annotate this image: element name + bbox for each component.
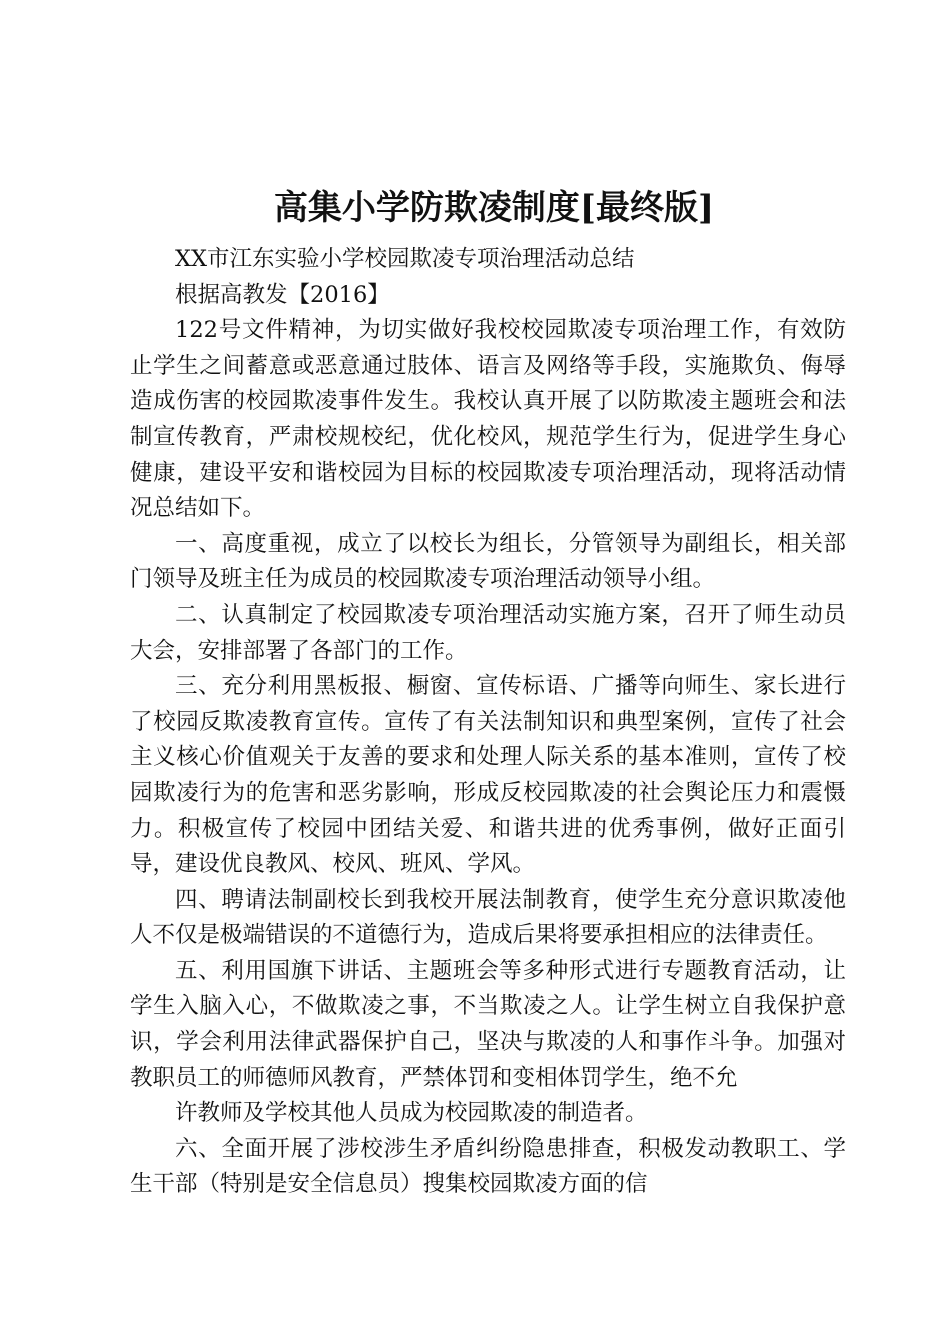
document-paragraph: 三、充分利用黑板报、橱窗、宣传标语、广播等向师生、家长进行了校园反欺凌教育宣传。宣传了有关法制知识和典型案例，宣传了社会主义核心价值观关于友善的要求和处理人际关系的基本准则，宣传了校园欺凌行为的危害和恶劣影响，形成反校园欺凌的社会舆论压力和震慑力。积极宣传了校园中团结关爱、和谐共进的优秀事例，做好正面引导，建设优良教风、校风、班风、学风。: [130, 673, 846, 878]
document-paragraph: 根据高教发【2016】: [175, 281, 390, 308]
document-paragraph: 五、利用国旗下讲话、主题班会等多种形式进行专题教育活动，让学生入脑入心，不做欺凌之事，不当欺凌之人。让学生树立自我保护意识，学会利用法律武器保护自己，坚决与欺凌的人和事作斗争。加强对教职员工的师德师风教育，严禁体罚和变相体罚学生，绝不允: [130, 957, 846, 1091]
document-paragraph: 二、认真制定了校园欺凌专项治理活动实施方案，召开了师生动员大会，安排部署了各部门的工作。: [130, 601, 846, 664]
document-page: [130, 180, 846, 1203]
document-title: 高集小学防欺凌制度[最终版]: [273, 188, 715, 228]
document-paragraph: 一、高度重视，成立了以校长为组长，分管领导为副组长，相关部门领导及班主任为成员的校园欺凌专项治理活动领导小组。: [130, 530, 846, 593]
document-subtitle: XX市江东实验小学校园欺凌专项治理活动总结: [175, 246, 635, 272]
document-paragraph: 许教师及学校其他人员成为校园欺凌的制造者。: [175, 1100, 648, 1127]
document-paragraph: 六、全面开展了涉校涉生矛盾纠纷隐患排查，积极发动教职工、学生干部（特别是安全信息员）搜集校园欺凌方面的信: [130, 1135, 846, 1198]
document-paragraph: 四、聘请法制副校长到我校开展法制教育，使学生充分意识欺凌他人不仅是极端错误的不道德行为，造成后果将要承担相应的法律责任。: [130, 886, 846, 949]
document-paragraph: 122号文件精神，为切实做好我校校园欺凌专项治理工作，有效防止学生之间蓄意或恶意通过肢体、语言及网络等手段，实施欺负、侮辱造成伤害的校园欺凌事件发生。我校认真开展了以防欺凌主题班会和法制宣传教育，严肃校规校纪，优化校风，规范学生行为，促进学生身心健康，建设平安和谐校园为目标的校园欺凌专项治理活动，现将活动情况总结如下。: [130, 317, 846, 522]
